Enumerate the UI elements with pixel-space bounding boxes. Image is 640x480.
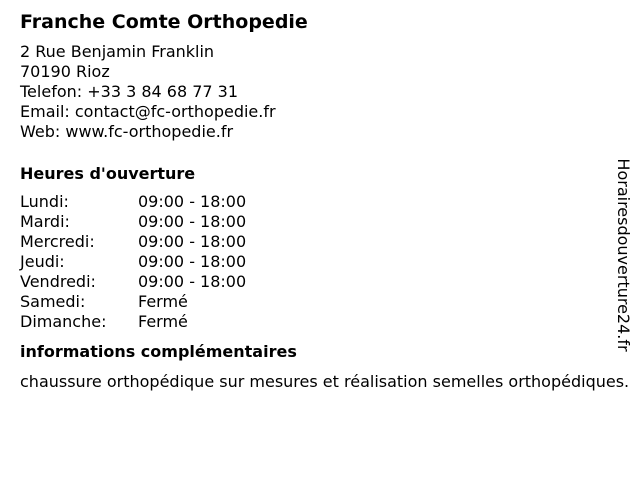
day-hours: 09:00 - 18:00 [138,192,247,211]
day-hours: 09:00 - 18:00 [138,252,247,271]
hours-row-saturday [20,292,632,312]
day-label: Mardi: [20,212,70,231]
opening-hours-table [20,192,632,332]
opening-hours-title: Heures d'ouverture [20,164,196,183]
site-watermark: Horairesdouverture24.fr [614,158,633,352]
hours-row-sunday [20,312,632,332]
street-address: 2 Rue Benjamin Franklin [20,42,215,61]
additional-info-title: informations complémentaires [20,342,297,361]
day-hours: Fermé [138,292,188,311]
day-hours: 09:00 - 18:00 [138,212,247,231]
hours-row-wednesday [20,232,632,252]
city-postal: 70190 Rioz [20,62,110,81]
day-label: Samedi: [20,292,86,311]
phone-line: Telefon: +33 3 84 68 77 31 [20,82,239,101]
business-name: Franche Comte Orthopedie [20,11,308,33]
day-hours: Fermé [138,312,188,331]
day-label: Dimanche: [20,312,107,331]
day-hours: 09:00 - 18:00 [138,232,247,251]
business-card [20,10,632,392]
additional-info-text: chaussure orthopédique sur mesures et réalisation semelles orthopédiques. [20,372,630,391]
day-label: Vendredi: [20,272,96,291]
day-hours: 09:00 - 18:00 [138,272,247,291]
address-block [20,42,632,142]
day-label: Mercredi: [20,232,95,251]
day-label: Lundi: [20,192,69,211]
hours-row-monday [20,192,632,212]
hours-row-friday [20,272,632,292]
hours-row-tuesday [20,212,632,232]
day-label: Jeudi: [20,252,65,271]
hours-row-thursday [20,252,632,272]
web-line: Web: www.fc-orthopedie.fr [20,122,234,141]
email-line: Email: contact@fc-orthopedie.fr [20,102,276,121]
